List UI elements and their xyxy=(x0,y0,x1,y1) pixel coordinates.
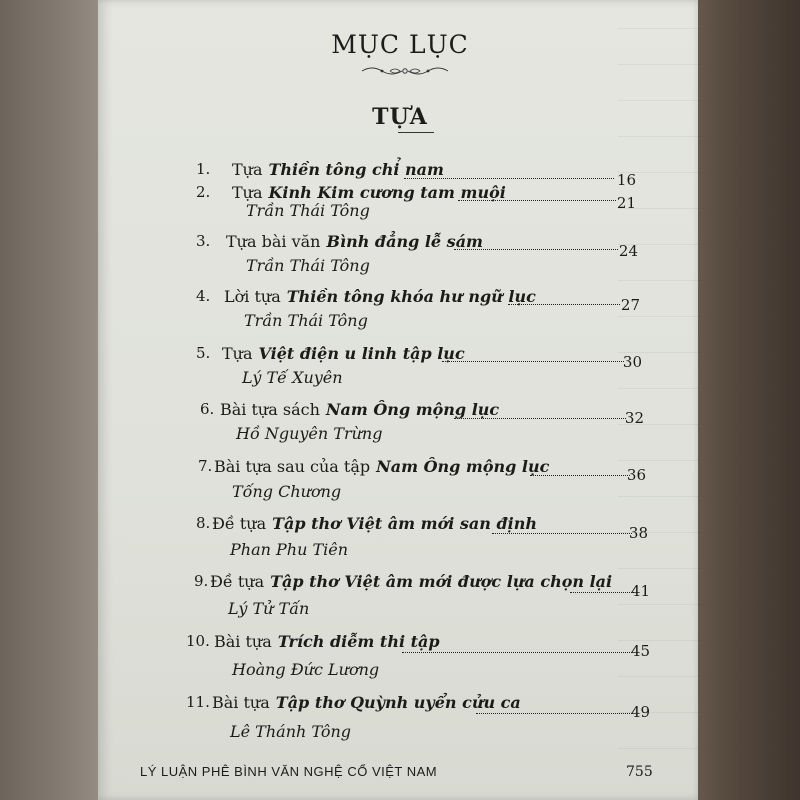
toc-entry[interactable] xyxy=(0,232,800,292)
entry-lead: Tựa xyxy=(222,344,253,363)
entry-page-number: 21 xyxy=(616,194,636,212)
dot-leader xyxy=(458,200,616,201)
toc-entry[interactable] xyxy=(0,572,800,632)
entry-number: 9. xyxy=(194,572,209,590)
entry-number: 2. xyxy=(196,183,211,201)
entry-page-number: 36 xyxy=(626,466,646,484)
entry-page-number: 45 xyxy=(630,642,650,660)
entry-number: 8. xyxy=(196,514,211,532)
entry-number: 5. xyxy=(196,344,211,362)
entry-page-number: 27 xyxy=(620,296,640,314)
entry-lead: Tựa bài văn xyxy=(226,232,321,251)
entry-work-title: Nam Ông mộng lục xyxy=(376,457,550,476)
entry-work-title: Việt điện u linh tập lục xyxy=(258,344,465,363)
entry-author: Trần Thái Tông xyxy=(246,201,370,220)
entry-work-title: Nam Ông mộng lục xyxy=(325,400,500,419)
dot-leader xyxy=(442,361,624,362)
dot-leader xyxy=(454,418,626,419)
entry-work-title: Trích diễm thi tập xyxy=(277,632,440,651)
toc-entry[interactable] xyxy=(0,632,800,692)
toc-entry[interactable] xyxy=(0,693,800,753)
entry-lead: Bài tựa sau của tập xyxy=(214,457,371,476)
toc-entry[interactable] xyxy=(0,287,800,347)
entry-author: Trần Thái Tông xyxy=(244,311,368,330)
folio-page-number: 755 xyxy=(626,764,653,780)
entry-lead: Đề tựa xyxy=(210,572,265,591)
toc-entry[interactable] xyxy=(0,400,800,460)
entry-lead: Lời tựa xyxy=(224,287,281,306)
entry-lead: Bài tựa sách xyxy=(220,400,320,419)
entry-author: Lê Thánh Tông xyxy=(230,722,351,741)
entry-number: 10. xyxy=(186,632,210,650)
entry-work-title: Thiền tông chỉ nam xyxy=(268,160,444,179)
entry-author: Hoàng Đức Lương xyxy=(232,660,380,679)
entry-work-title: Thiền tông khóa hư ngữ lục xyxy=(286,287,536,306)
entry-work-title: Bình đẳng lễ sám xyxy=(326,232,483,251)
entry-number: 1. xyxy=(196,160,211,178)
entry-lead: Đề tựa xyxy=(212,514,267,533)
entry-author: Tống Chương xyxy=(232,482,342,501)
toc-entry[interactable] xyxy=(0,344,800,404)
entry-work-title: Tập thơ Việt âm mới được lựa chọn lại xyxy=(270,572,613,591)
entry-lead: Tựa xyxy=(232,160,263,179)
entry-page-number: 24 xyxy=(618,242,638,260)
entry-page-number: 38 xyxy=(628,524,648,542)
entry-author: Lý Tế Xuyên xyxy=(242,368,343,387)
entry-work-title: Tập thơ Quỳnh uyển cửu ca xyxy=(275,693,521,712)
entry-page-number: 41 xyxy=(630,582,650,600)
entry-page-number: 49 xyxy=(630,703,650,721)
toc-entry[interactable] xyxy=(0,457,800,517)
entry-page-number: 30 xyxy=(622,353,642,371)
entry-lead: Bài tựa xyxy=(214,632,272,651)
running-footer-title: LÝ LUẬN PHÊ BÌNH VĂN NGHỆ CỔ VIỆT NAM xyxy=(140,764,438,779)
entry-work-title: Kinh Kim cương tam muội xyxy=(268,183,506,202)
entry-author: Lý Tử Tấn xyxy=(228,599,310,618)
entry-work-title: Tập thơ Việt âm mới san định xyxy=(272,514,537,533)
entry-page-number: 16 xyxy=(616,171,636,189)
entry-number: 6. xyxy=(200,400,215,418)
entry-author: Hồ Nguyên Trừng xyxy=(236,424,383,443)
entry-number: 4. xyxy=(196,287,211,305)
dot-leader xyxy=(454,249,618,250)
entry-author: Phan Phu Tiên xyxy=(230,540,349,559)
entry-number: 3. xyxy=(196,232,211,250)
section-heading: TỰA xyxy=(372,104,428,130)
dot-leader xyxy=(402,652,632,653)
entry-lead: Bài tựa xyxy=(212,693,270,712)
entry-lead: Tựa xyxy=(232,183,263,202)
dot-leader xyxy=(476,713,632,714)
page-title: MỤC LỤC xyxy=(331,30,469,59)
toc-entry[interactable] xyxy=(0,514,800,574)
entry-number: 11. xyxy=(186,693,210,711)
entry-number: 7. xyxy=(198,457,213,475)
entry-page-number: 32 xyxy=(624,409,644,427)
entry-author: Trần Thái Tông xyxy=(246,256,370,275)
dot-leader xyxy=(404,178,614,179)
